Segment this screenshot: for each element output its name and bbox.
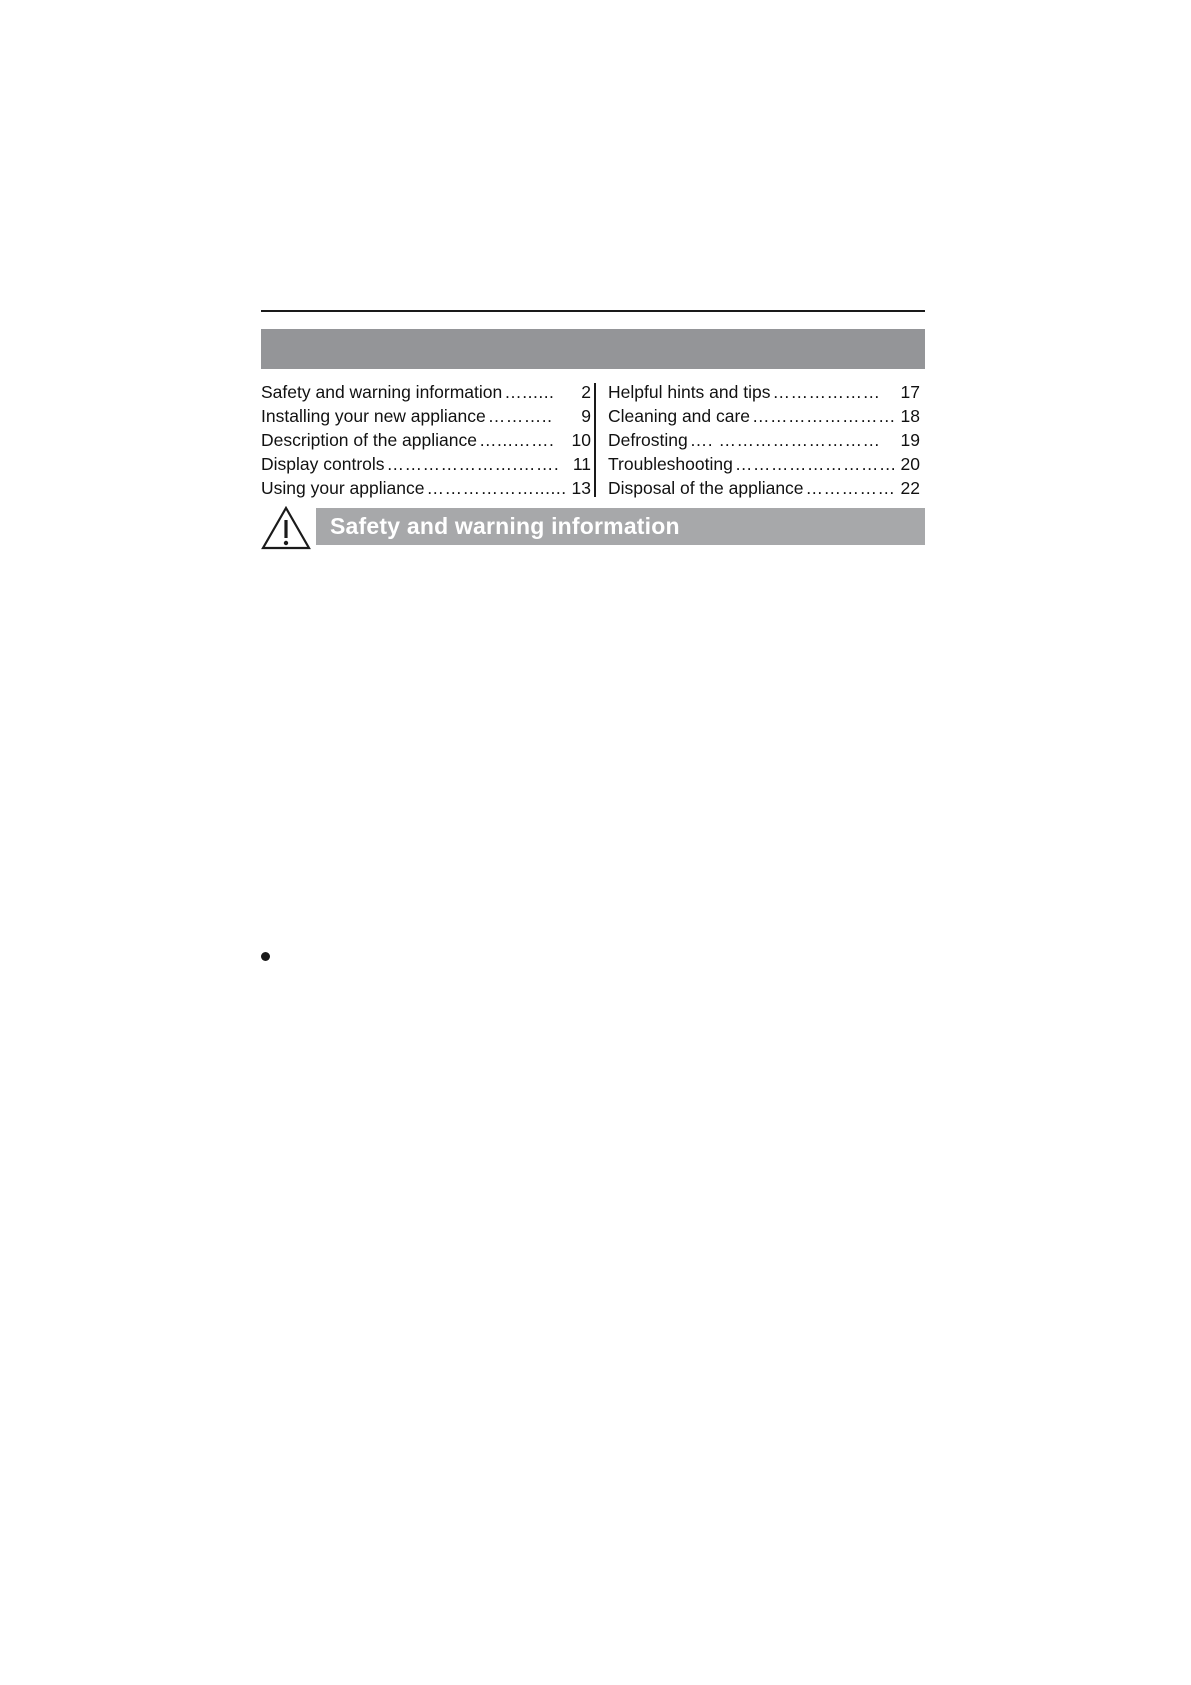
contents-entry-title: Safety and warning information <box>261 382 503 402</box>
contents-entry-page: 22 <box>900 478 920 498</box>
contents-entry-title: Description of the appliance <box>261 430 477 450</box>
contents-entry-title: Troubleshooting <box>608 454 733 474</box>
contents-entry[interactable] <box>261 380 591 404</box>
warning-triangle-icon <box>261 506 311 550</box>
contents-entry-leader: ……….. <box>487 406 553 426</box>
contents-entry-leader: ……………… <box>772 382 881 402</box>
contents-left-column <box>261 380 591 500</box>
contents-entry[interactable] <box>608 452 920 476</box>
contents-entry-page: 11 <box>572 454 591 474</box>
contents-entry-leader: …...……. <box>478 430 555 450</box>
bullet-point <box>261 952 270 961</box>
contents-entry-title: Defrosting <box>608 430 688 450</box>
section-header-bar <box>316 508 925 545</box>
contents-right-column <box>608 380 920 500</box>
contents-entry-leader: ………………….……. <box>386 454 560 474</box>
contents-entry-page: 19 <box>900 430 920 450</box>
contents-entry[interactable] <box>608 380 920 404</box>
contents-entry-leader: …...... <box>504 382 555 402</box>
contents-divider <box>594 383 596 497</box>
contents-entry[interactable] <box>261 428 591 452</box>
contents-entry-page: 13 <box>571 478 591 498</box>
contents-entry-page: 20 <box>900 454 920 474</box>
header-band <box>261 329 925 369</box>
contents-entry-page: 10 <box>571 430 591 450</box>
contents-entry-title: Disposal of the appliance <box>608 478 804 498</box>
contents-entry-page: 18 <box>900 406 920 426</box>
contents-entry-page: 2 <box>581 382 591 402</box>
top-rule <box>261 310 925 312</box>
contents-entry[interactable] <box>261 404 591 428</box>
contents-entry-page: 17 <box>900 382 920 402</box>
contents-entry[interactable] <box>608 476 920 500</box>
contents-entry-title: Cleaning and care <box>608 406 751 426</box>
contents-entry-title: Display controls <box>261 454 385 474</box>
contents-entry-leader: …………………… <box>752 406 897 426</box>
section-title: Safety and warning information <box>330 513 680 539</box>
contents-entry[interactable] <box>608 428 920 452</box>
contents-entry-leader: …. ……………………… <box>689 430 881 450</box>
contents-entry-title: Using your appliance <box>261 478 425 498</box>
contents-entry-page: 9 <box>581 406 591 426</box>
contents-entry-title: Installing your new appliance <box>261 406 486 426</box>
contents-entry-leader: ………………...... <box>426 478 567 498</box>
contents-entry[interactable] <box>261 476 591 500</box>
contents-entry[interactable] <box>261 452 591 476</box>
contents-entry-leader: …………… <box>805 478 896 498</box>
contents-entry[interactable] <box>608 404 920 428</box>
contents-entry-title: Helpful hints and tips <box>608 382 771 402</box>
contents-entry-leader: ……………………… <box>734 454 897 474</box>
